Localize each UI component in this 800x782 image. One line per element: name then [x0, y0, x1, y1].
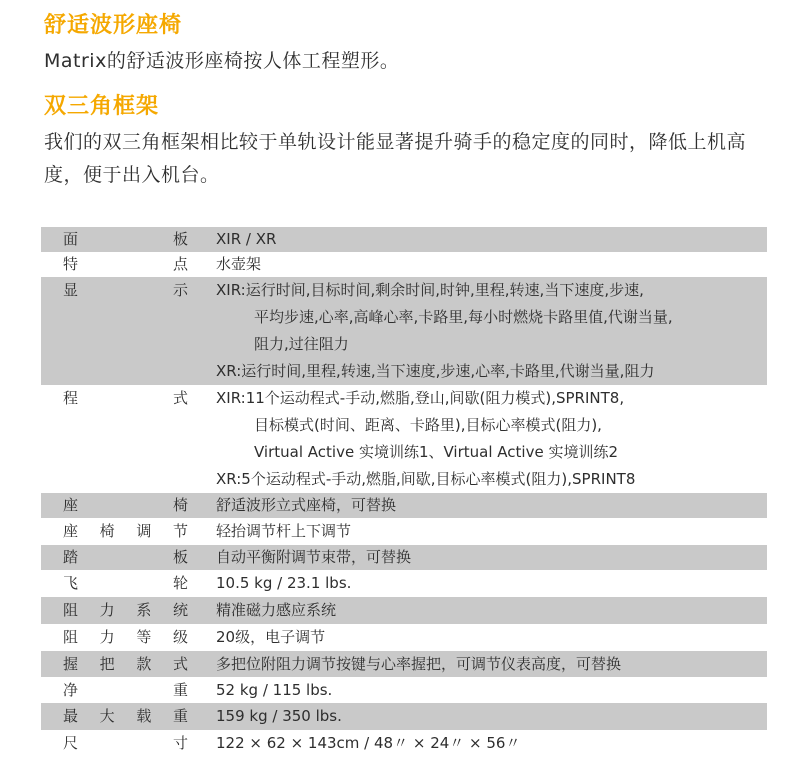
spec-row: [41, 277, 767, 385]
spec-value: [193, 493, 767, 518]
spec-label-char: 寸: [172, 734, 188, 752]
spec-value: [193, 545, 767, 570]
spec-value-line: 平均步速,心率,高峰心率,卡路里,每小时燃烧卡路里值,代谢当量,: [254, 308, 673, 326]
spec-value: [193, 570, 767, 597]
spec-value: [193, 597, 767, 624]
spec-value: [193, 651, 767, 677]
spec-value-line: XIR / XR: [216, 230, 277, 248]
spec-label-char: 款: [136, 655, 152, 673]
spec-label-char: 椅: [99, 522, 115, 540]
spec-row: [41, 677, 767, 703]
seat-heading: 舒适波形座椅: [44, 13, 183, 38]
spec-label: [41, 385, 193, 493]
spec-label: [41, 518, 193, 545]
spec-value: [193, 703, 767, 730]
spec-value-line: Virtual Active 实境训练1、Virtual Active 实境训练2: [254, 443, 618, 461]
spec-value-line: XIR:11个运动程式-手动,燃脂,登山,间歇(阻力模式),SPRINT8,: [216, 389, 625, 407]
spec-label-char: 座: [63, 522, 79, 540]
spec-label-char: 阻: [63, 601, 79, 619]
spec-value: [193, 624, 767, 651]
spec-row: [41, 570, 767, 597]
spec-row: [41, 597, 767, 624]
spec-label-char: 大: [99, 707, 115, 725]
spec-value-line: 10.5 kg / 23.1 lbs.: [216, 574, 352, 592]
spec-label: [41, 277, 193, 385]
spec-label-char: 尺: [63, 734, 79, 752]
spec-value-line: 目标模式(时间、距离、卡路里),目标心率模式(阻力),: [254, 416, 602, 434]
spec-label: [41, 730, 193, 757]
frame-description: 我们的双三角框架相比较于单轨设计能显著提升骑手的稳定度的同时，降低上机高度，便于出入机台。: [44, 131, 747, 186]
spec-label: [41, 703, 193, 730]
spec-row: [41, 227, 767, 252]
spec-label-char: 重: [172, 707, 188, 725]
spec-table: [41, 227, 767, 757]
spec-label: [41, 597, 193, 624]
spec-label: [41, 570, 193, 597]
spec-label-char: 阻: [63, 628, 79, 646]
spec-label: [41, 677, 193, 703]
spec-label-char: 面: [63, 230, 79, 248]
spec-label-char: 把: [99, 655, 115, 673]
spec-label-char: 式: [172, 389, 188, 407]
spec-row: [41, 385, 767, 493]
spec-label-char: 系: [136, 601, 152, 619]
spec-label-char: 示: [172, 281, 188, 299]
spec-label-char: 椅: [172, 496, 188, 514]
spec-label-char: 统: [172, 601, 188, 619]
spec-value-line: 自动平衡附调节束带，可替换: [216, 548, 412, 566]
spec-label-char: 板: [172, 230, 188, 248]
spec-value: [193, 730, 767, 757]
spec-label-char: 轮: [172, 574, 188, 592]
spec-row: [41, 624, 767, 651]
spec-label-char: 踏: [63, 548, 79, 566]
spec-row: [41, 252, 767, 277]
spec-label: [41, 252, 193, 277]
spec-label-char: 重: [172, 681, 188, 699]
spec-label-char: 握: [63, 655, 79, 673]
spec-label: [41, 545, 193, 570]
spec-label-char: 显: [63, 281, 79, 299]
spec-label-char: 级: [172, 628, 188, 646]
seat-description: Matrix的舒适波形座椅按人体工程塑形。: [44, 50, 400, 72]
spec-value-line: XR:运行时间,里程,转速,当下速度,步速,心率,卡路里,代谢当量,阻力: [216, 362, 655, 380]
spec-label-char: 节: [172, 522, 188, 540]
spec-label-char: 载: [136, 707, 152, 725]
frame-heading: 双三角框架: [44, 94, 160, 119]
spec-label: [41, 651, 193, 677]
spec-value: [193, 385, 767, 493]
spec-row: [41, 730, 767, 757]
spec-value-line: 舒适波形立式座椅，可替换: [216, 496, 397, 514]
spec-label-char: 点: [172, 255, 188, 273]
spec-label: [41, 493, 193, 518]
spec-value: [193, 518, 767, 545]
spec-label-char: 特: [63, 255, 79, 273]
spec-label-char: 式: [172, 655, 188, 673]
spec-value: [193, 677, 767, 703]
spec-label: [41, 624, 193, 651]
spec-label-char: 等: [136, 628, 152, 646]
spec-value-line: 轻抬调节杆上下调节: [216, 522, 352, 540]
spec-value-line: 多把位附阻力调节按键与心率握把，可调节仪表高度，可替换: [216, 655, 622, 673]
spec-label-char: 调: [136, 522, 152, 540]
spec-value: [193, 252, 767, 277]
spec-label-char: 程: [63, 389, 79, 407]
spec-label-char: 力: [99, 628, 115, 646]
spec-row: [41, 493, 767, 518]
spec-label: [41, 227, 193, 252]
spec-value: [193, 227, 767, 252]
spec-label-char: 板: [172, 548, 188, 566]
spec-label-char: 力: [99, 601, 115, 619]
spec-label-char: 飞: [63, 574, 79, 592]
spec-label-char: 最: [63, 707, 79, 725]
spec-row: [41, 703, 767, 730]
spec-value-line: XR:5个运动程式-手动,燃脂,间歇,目标心率模式(阻力),SPRINT8: [216, 470, 636, 488]
spec-value-line: 水壶架: [216, 255, 262, 273]
spec-value-line: 159 kg / 350 lbs.: [216, 707, 342, 725]
spec-value-line: 精准磁力感应系统: [216, 601, 337, 619]
spec-value-line: 20级，电子调节: [216, 628, 326, 646]
spec-row: [41, 651, 767, 677]
spec-value-line: 122 × 62 × 143cm / 48〃 × 24〃 × 56〃: [216, 734, 521, 752]
spec-label-char: 座: [63, 496, 79, 514]
spec-value-line: 阻力,过往阻力: [254, 335, 349, 353]
spec-row: [41, 518, 767, 545]
spec-value: [193, 277, 767, 385]
spec-value-line: XIR:运行时间,目标时间,剩余时间,时钟,里程,转速,当下速度,步速,: [216, 281, 644, 299]
spec-label-char: 净: [63, 681, 79, 699]
spec-row: [41, 545, 767, 570]
spec-value-line: 52 kg / 115 lbs.: [216, 681, 333, 699]
